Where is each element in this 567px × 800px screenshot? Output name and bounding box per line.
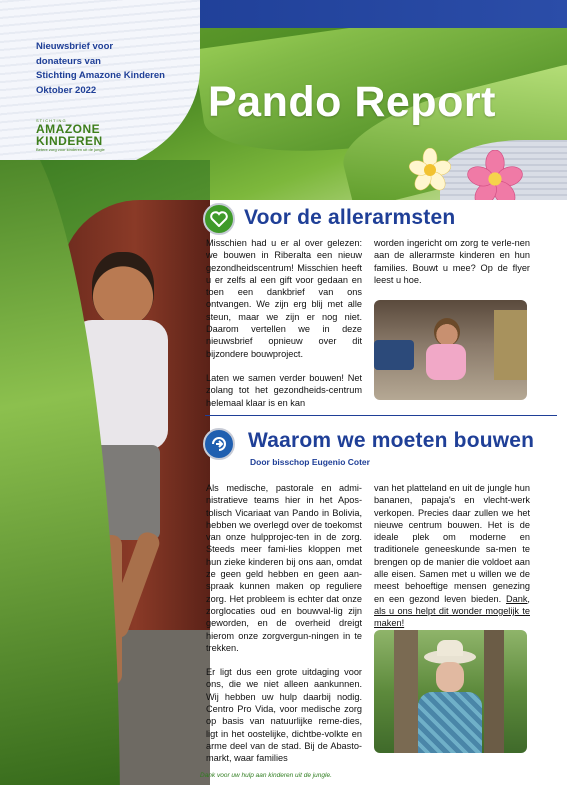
subtitle-line: Oktober 2022: [36, 84, 97, 96]
article1-column-2: [374, 237, 530, 286]
heart-icon: [203, 203, 235, 235]
paragraph: Er ligt dus een grote uitdaging voor ons, die we niet alleen aankunnen. Wij hebben uw hulp daarbij nodig. Centro Pro Vida, voor medische zorg op basis van natuurlijke reme-dies, ligt in het oostelijke, dichtbe-volkte en arme deel van de stad. Bij de Abasto-markt, waar families: [206, 667, 362, 764]
amazone-kinderen-logo: [36, 118, 166, 152]
pink-flower-icon: [466, 150, 524, 200]
photo-tree-trunk: [394, 630, 418, 753]
photo-girl-dress: [426, 344, 466, 380]
subtitle-line: donateurs van: [36, 55, 101, 67]
photo-blanket: [374, 340, 414, 370]
photo-child-head: [92, 252, 154, 326]
photo-tree-trunk: [484, 630, 504, 753]
child-photo: [0, 160, 210, 785]
paragraph: Als medische, pastorale en admi-nistratieve teams hier in het Apos-tolisch Vicariaat van Pando in Bolivia, hebben we overlegd over de toekomst van onze hulpprojec-ten in de zorg. Steeds meer fami-lies kloppen met hun zieke kinderen bij ons aan, omdat ze geen geld hebben en geen aan-spraak kunnen maken op reguliere zorg. Het probleem is echter dat onze zorglocaties oud en bouwval-lig zijn geworden, en de overheid dreigt hierom onze zorgvergun-ningen in te trekken.: [206, 483, 362, 653]
girl-on-floor-photo: [374, 300, 527, 400]
article1-heading: Voor de allerarmsten: [244, 206, 456, 229]
photo-face: [436, 662, 464, 692]
arrow-circle-icon: [203, 428, 235, 460]
newsletter-subtitle: [36, 40, 196, 98]
section-divider: [205, 415, 557, 416]
paragraph: Misschien had u er al over gelezen: we bouwen in Riberalta een nieuw gezondheidscentrum! Misschien heeft u er zelfs al een gift voor gedaan en toen een dankbrief van ons ontvangen. We zijn erg blij met alle steun, maar we zijn er nog niet. Daarom vertellen we in deze nieuwsbrief opnieuw over dit bijzondere bouwproject.: [206, 238, 362, 359]
photo-basket: [494, 310, 527, 380]
logo-top: STICHTING: [36, 118, 67, 123]
paragraph: Laten we samen verder bouwen! Net zolang tot het gezondheids-centrum helemaal klaar is en kan: [206, 372, 362, 408]
paragraph: worden ingericht om zorg te verle-nen aan de allerarmste kinderen en hun families. Bouwt u mee? Op de flyer leest u hoe.: [374, 238, 530, 285]
article2-column-2: [374, 482, 530, 630]
photo-caption: Dank voor uw hulp aan kinderen uit de jungle.: [200, 772, 332, 779]
page-title: Pando Report: [208, 78, 496, 126]
article2-heading: Waarom we moeten bouwen: [248, 429, 535, 452]
top-blue-bar: [150, 0, 567, 28]
photo-shirt: [418, 692, 482, 753]
article2-byline: Door bisschop Eugenio Coter: [250, 457, 370, 467]
photo-girl-head: [434, 318, 460, 346]
photo-hat-crown: [437, 640, 463, 656]
subtitle-line: Stichting Amazone Kinderen: [36, 70, 165, 81]
paragraph-text: van het platteland en uit de jungle hun bananen, papaja's en vlecht-werk verkopen. Precies daar zullen we het nieuwe centrum bouwen. Het is de ideale plek om moderne en traditionele geneeskunde sa-men te brengen op de manier die voldoet aan alle eisen. Samen met u willen we de meest behoeftige mensen genezing en een gezond leven bieden.: [374, 483, 530, 604]
subtitle-line: Nieuwsbrief voor: [36, 41, 114, 52]
logo-tagline: Betere zorg voor kinderen uit de jungle: [36, 147, 105, 152]
thank-you-cta: Dank, als u ons helpt dit wonder mogelijk te maken!: [374, 593, 530, 629]
paragraph: [374, 482, 530, 630]
bishop-photo: [374, 630, 527, 753]
article1-column-1: [206, 237, 362, 409]
yellow-flower-icon: [408, 148, 452, 192]
logo-brand: AMAZONE KINDEREN: [36, 122, 103, 148]
article2-column-1: [206, 482, 362, 765]
